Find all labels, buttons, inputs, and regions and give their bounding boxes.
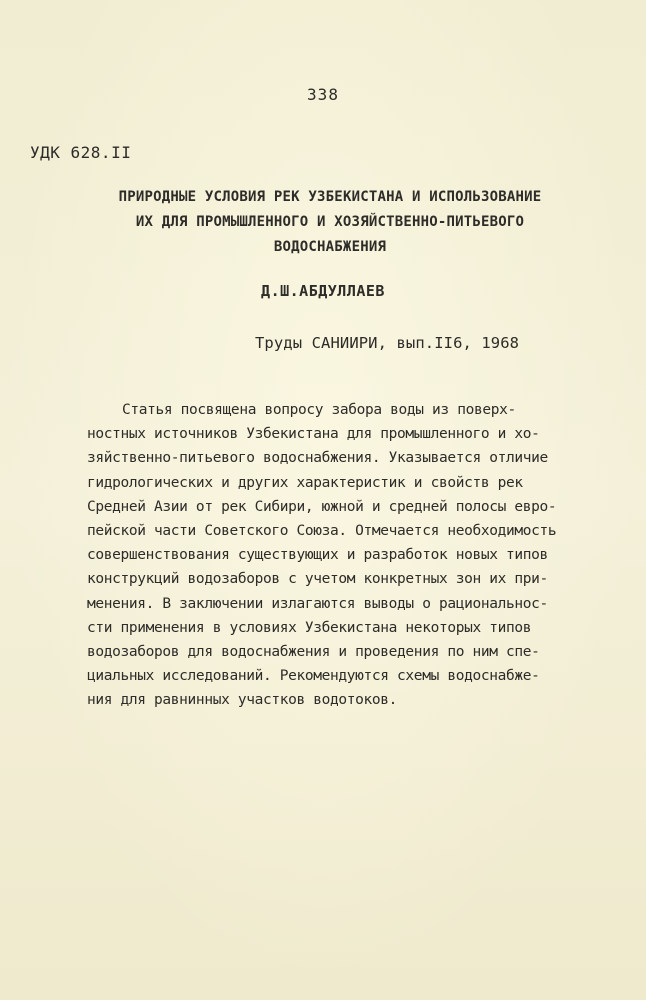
abstract-line: Средней Азии от рек Сибири, южной и средней полосы евро- [87, 498, 557, 515]
abstract-line: ностных источников Узбекистана для промышленного и хо- [87, 426, 540, 443]
abstract-line: циальных исследований. Рекомендуются схемы водоснабже- [87, 668, 540, 685]
title-line: ИХ ДЛЯ ПРОМЫШЛЕННОГО И ХОЗЯЙСТВЕННО-ПИТЬЕВОГО [135, 214, 525, 230]
abstract-line: пейской части Советского Союза. Отмечается необходимость [87, 523, 557, 540]
abstract-line: сти применения в условиях Узбекистана некоторых типов [87, 619, 532, 636]
abstract-line: Статья посвящена вопросу забора воды из поверх- [122, 402, 516, 418]
author-name: Д.Ш.АБДУЛЛАЕВ [261, 282, 385, 300]
abstract-line: ния для равнинных участков водотоков. [87, 692, 398, 709]
abstract-line: менения. В заключении излагаются выводы о рациональнос- [87, 595, 548, 612]
abstract-line: водозаборов для водоснабжения и проведения по ним спе- [87, 644, 540, 661]
title-line: ВОДОСНАБЖЕНИЯ [273, 239, 387, 255]
title-line: ПРИРОДНЫЕ УСЛОВИЯ РЕК УЗБЕКИСТАНА И ИСПОЛЬЗОВАНИЕ [118, 189, 542, 205]
udc-code: УДК 628.II [30, 143, 132, 162]
article-title [60, 185, 600, 260]
abstract-line: совершенствования существующих и разработок новых типов [87, 547, 548, 564]
abstract-paragraph [87, 398, 607, 713]
abstract-line: зяйственно-питьевого водоснабжения. Указывается отличие [87, 450, 548, 467]
abstract-line: гидрологических и других характеристик и свойств рек [87, 474, 523, 491]
abstract-line: конструкций водозаборов с учетом конкретных зон их при- [87, 571, 548, 588]
page-number: 338 [307, 85, 339, 104]
source-citation: Труды САНИИРИ, вып.II6, 1968 [255, 334, 520, 352]
